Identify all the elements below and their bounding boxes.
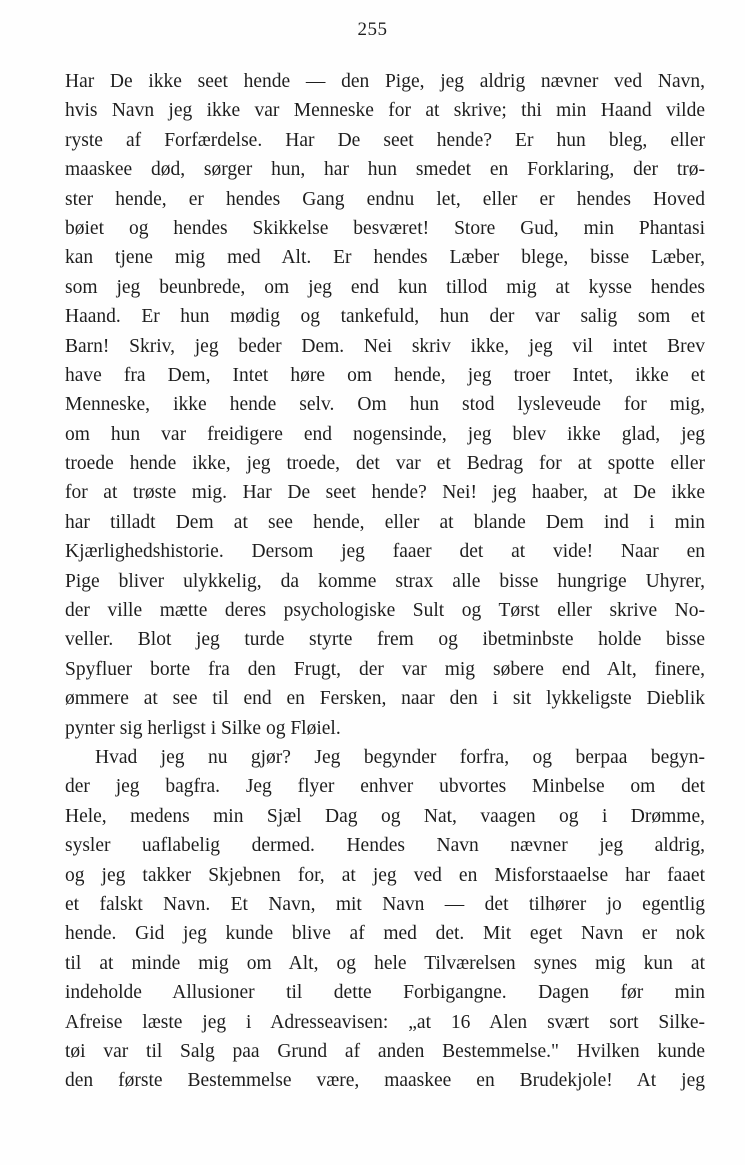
page-number: 255	[357, 19, 388, 40]
text-line: har tilladt Dem at see hende, eller at blande Dem ind i min	[65, 511, 705, 533]
text-line: Kjærlighedshistorie. Dersom jeg faaer det at vide! Naar en	[65, 541, 705, 563]
text-line: pynter sig herligst i Silke og Fløiel.	[65, 717, 341, 739]
text-line: sysler uaflabelig dermed. Hendes Navn nævner jeg aldrig,	[65, 835, 705, 857]
text-line: der jeg bagfra. Jeg flyer enhver ubvortes Minbelse om det	[65, 776, 705, 798]
text-line: maaskee død, sørger hun, har hun smedet en Forklaring, der trø-	[65, 159, 705, 181]
text-line: som jeg beunbrede, om jeg end kun tillod mig at kysse hendes	[65, 276, 705, 298]
text-line: Hvad jeg nu gjør? Jeg begynder forfra, og berpaa begyn-	[95, 746, 705, 768]
text-line: Har De ikke seet hende — den Pige, jeg aldrig nævner ved Navn,	[65, 71, 705, 92]
text-line: hvis Navn jeg ikke var Menneske for at skrive; thi min Haand vilde	[65, 100, 705, 122]
text-line: og jeg takker Skjebnen for, at jeg ved en Misforstaaelse har faaet	[65, 864, 705, 886]
text-line: ømmere at see til end en Fersken, naar den i sit lykkeligste Dieblik	[65, 688, 705, 710]
text-line: Menneske, ikke hende selv. Om hun stod lysleveude for mig,	[65, 394, 705, 416]
text-line: ster hende, er hendes Gang endnu let, eller er hendes Hoved	[65, 188, 705, 210]
text-line: den første Bestemmelse være, maaskee en Brudekjole! At jeg	[65, 1070, 705, 1092]
text-line: for at trøste mig. Har De seet hende? Nei! jeg haaber, at De ikke	[65, 482, 705, 504]
body-text	[65, 67, 705, 1096]
text-line: Pige bliver ulykkelig, da komme strax alle bisse hungrige Uhyrer,	[65, 570, 705, 592]
text-line: kan tjene mig med Alt. Er hendes Læber blege, bisse Læber,	[65, 247, 705, 269]
text-line: Spyfluer borte fra den Frugt, der var mig søbere end Alt, finere,	[65, 658, 705, 680]
text-line: Hele, medens min Sjæl Dag og Nat, vaagen og i Drømme,	[65, 805, 705, 827]
text-line: Haand. Er hun mødig og tankefuld, hun der var salig som et	[65, 306, 705, 328]
text-line: Afreise læste jeg i Adresseavisen: „at 16 Alen svært sort Silke-	[65, 1011, 705, 1033]
text-line: tøi var til Salg paa Grund af anden Bestemmelse." Hvilken kunde	[65, 1040, 705, 1062]
text-line: bøiet og hendes Skikkelse besværet! Store Gud, min Phantasi	[65, 217, 705, 239]
text-line: Barn! Skriv, jeg beder Dem. Nei skriv ikke, jeg vil intet Brev	[65, 335, 705, 357]
text-line: indeholde Allusioner til dette Forbigangne. Dagen før min	[65, 982, 705, 1004]
text-line: til at minde mig om Alt, og hele Tilværelsen synes mig kun at	[65, 952, 705, 974]
text-line: ryste af Forfærdelse. Har De seet hende? Er hun bleg, eller	[65, 129, 705, 151]
text-line: have fra Dem, Intet høre om hende, jeg troer Intet, ikke et	[65, 364, 705, 386]
text-line: troede hende ikke, jeg troede, det var et Bedrag for at spotte eller	[65, 453, 705, 475]
text-line: der ville mætte deres psychologiske Sult og Tørst eller skrive No-	[65, 600, 705, 622]
text-line: om hun var freidigere end nogensinde, jeg blev ikke glad, jeg	[65, 423, 705, 445]
text-line: hende. Gid jeg kunde blive af med det. Mit eget Navn er nok	[65, 923, 705, 945]
text-line: et falskt Navn. Et Navn, mit Navn — det tilhører jo egentlig	[65, 893, 705, 915]
text-line: veller. Blot jeg turde styrte frem og ibetminbste holde bisse	[65, 629, 705, 651]
